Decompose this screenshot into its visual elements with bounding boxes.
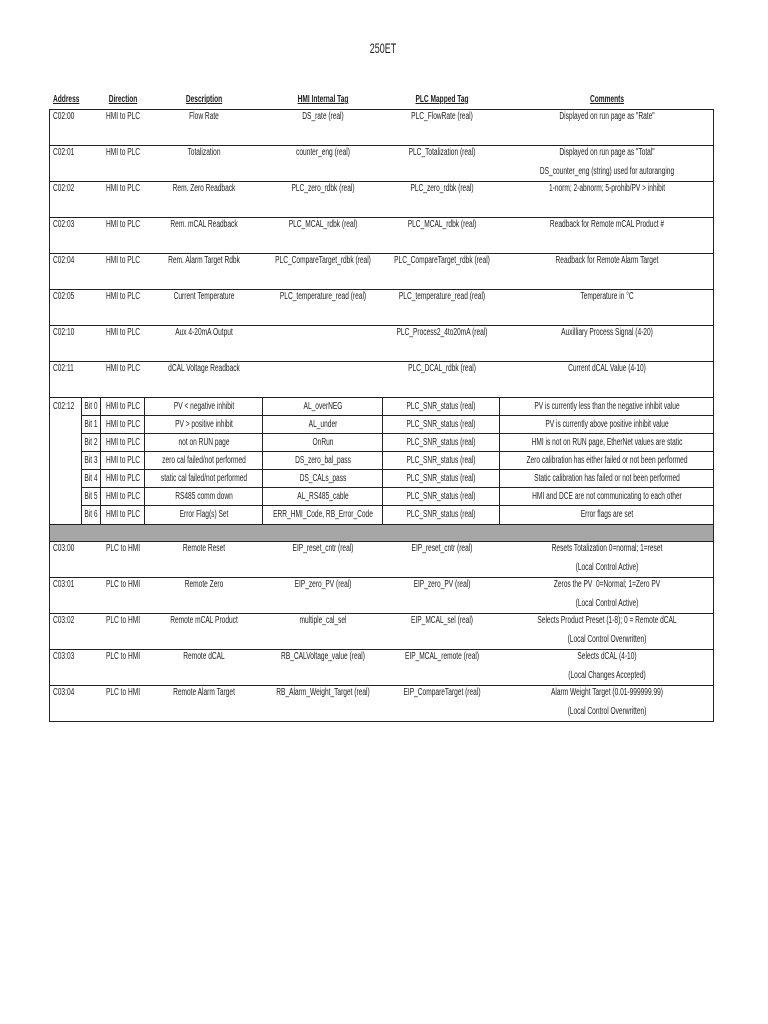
direction-text: HMI to PLC bbox=[105, 147, 140, 158]
description-text: Remote Reset bbox=[182, 543, 226, 554]
plc-tag-cell bbox=[383, 614, 500, 649]
plc-tag-cell bbox=[383, 686, 500, 721]
description-cell bbox=[145, 578, 263, 613]
description-text: zero cal failed/not performed bbox=[161, 455, 246, 466]
address-text: C02:00 bbox=[53, 111, 75, 122]
address-text: C02:02 bbox=[53, 183, 75, 194]
description-text: dCAL Voltage Readback bbox=[168, 363, 240, 374]
comments-cell bbox=[500, 254, 713, 289]
hmi-tag-cell bbox=[263, 686, 383, 721]
bit-cell bbox=[82, 398, 101, 415]
direction-cell bbox=[100, 326, 145, 361]
direction-cell bbox=[100, 182, 145, 217]
comments-cell bbox=[500, 578, 713, 613]
hmi-tag-cell bbox=[263, 182, 383, 217]
comment-line: (Local Control Overwritten) bbox=[567, 634, 646, 645]
table-row bbox=[50, 326, 713, 362]
bit-row bbox=[82, 506, 713, 524]
table-row bbox=[50, 614, 713, 650]
header-direction-text: Direction bbox=[108, 94, 137, 105]
comments-cell bbox=[500, 182, 713, 217]
hmi-tag-text: AL_RS485_cable bbox=[296, 491, 349, 502]
address-cell bbox=[50, 362, 100, 397]
address-cell bbox=[50, 650, 100, 685]
address-cell bbox=[50, 398, 81, 524]
direction-cell bbox=[100, 254, 145, 289]
direction-cell bbox=[101, 416, 145, 433]
hmi-tag-cell bbox=[263, 614, 383, 649]
comments-cell bbox=[500, 326, 713, 361]
plc-tag-text: EIP_MCAL_remote (real) bbox=[404, 651, 479, 662]
hmi-tag-cell bbox=[263, 452, 383, 469]
hmi-tag-text: counter_eng (real) bbox=[296, 147, 350, 158]
bit-table bbox=[81, 398, 713, 524]
plc-tag-cell bbox=[383, 506, 500, 524]
hmi-tag-cell bbox=[263, 218, 383, 253]
description-cell bbox=[145, 650, 263, 685]
comments-cell bbox=[500, 110, 713, 145]
bit-row bbox=[82, 488, 713, 506]
direction-text: HMI to PLC bbox=[105, 219, 140, 230]
comment-line: 1-norm; 2-abnorm; 5-prohib/PV > inhibit bbox=[548, 183, 665, 194]
comments-text: Zero calibration has either failed or not been performed bbox=[525, 455, 688, 466]
direction-cell bbox=[100, 218, 145, 253]
bit-text: Bit 1 bbox=[84, 419, 98, 430]
direction-cell bbox=[100, 110, 145, 145]
hmi-tag-cell bbox=[263, 434, 383, 451]
plc-tag-text: PLC_SNR_status (real) bbox=[406, 509, 476, 520]
address-cell bbox=[50, 578, 100, 613]
comments-cell bbox=[500, 416, 713, 433]
comments-text: PV is currently above positive inhibit value bbox=[544, 419, 669, 430]
hmi-tag-text: DS_CALs_pass bbox=[299, 473, 346, 484]
description-cell bbox=[145, 488, 263, 505]
header-direction bbox=[100, 92, 145, 108]
table-row bbox=[50, 290, 713, 326]
plc-tag-cell bbox=[383, 542, 500, 577]
comments-cell bbox=[500, 146, 713, 181]
table-row bbox=[50, 578, 713, 614]
header-comments-text: Comments bbox=[589, 94, 624, 105]
plc-tag-cell bbox=[383, 182, 500, 217]
comments-text: Static calibration has failed or not been performed bbox=[533, 473, 680, 484]
plc-tag-text: PLC_FlowRate (real) bbox=[410, 111, 473, 122]
address-cell bbox=[50, 110, 100, 145]
address-cell bbox=[50, 326, 100, 361]
hmi-tag-text: RB_Alarm_Weight_Target (real) bbox=[276, 687, 370, 698]
comment-line: Selects Product Preset (1-8); 0 = Remote dCAL bbox=[536, 615, 677, 626]
plc-tag-text: PLC_SNR_status (real) bbox=[406, 419, 476, 430]
comment-line: (Local Control Active) bbox=[575, 598, 638, 609]
comments-text: PV is currently less than the negative inhibit value bbox=[533, 401, 680, 412]
address-cell bbox=[50, 254, 100, 289]
direction-cell bbox=[100, 686, 145, 721]
description-cell bbox=[145, 686, 263, 721]
status-word-row bbox=[50, 398, 713, 525]
table-row bbox=[50, 254, 713, 290]
hmi-tag-text: OnRun bbox=[312, 437, 333, 448]
bit-text: Bit 0 bbox=[84, 401, 98, 412]
direction-cell bbox=[101, 434, 145, 451]
description-text: Rem. Alarm Target Rdbk bbox=[168, 255, 240, 266]
description-text: Remote Alarm Target bbox=[173, 687, 235, 698]
bit-text: Bit 6 bbox=[84, 509, 98, 520]
plc-tag-cell bbox=[383, 470, 500, 487]
address-cell bbox=[50, 290, 100, 325]
comments-cell bbox=[500, 614, 713, 649]
description-cell bbox=[145, 218, 263, 253]
plc-tag-cell bbox=[383, 416, 500, 433]
comments-cell bbox=[500, 506, 713, 524]
comments-cell bbox=[500, 362, 713, 397]
hmi-tag-text: PLC_MCAL_rdbk (real) bbox=[288, 219, 358, 230]
header-plc-tag bbox=[383, 92, 500, 108]
address-text: C03:00 bbox=[53, 543, 75, 554]
plc-tag-cell bbox=[383, 398, 500, 415]
hmi-tag-cell bbox=[263, 470, 383, 487]
bit-row bbox=[82, 434, 713, 452]
address-text: C02:05 bbox=[53, 291, 75, 302]
direction-text: HMI to PLC bbox=[105, 363, 140, 374]
hmi-tag-cell bbox=[263, 398, 383, 415]
comment-line: Readback for Remote Alarm Target bbox=[555, 255, 658, 266]
table-row bbox=[50, 686, 713, 722]
comment-line: DS_counter_eng (string) used for autoranging bbox=[539, 166, 674, 177]
bit-row bbox=[82, 470, 713, 488]
bit-text: Bit 2 bbox=[84, 437, 98, 448]
comments-cell bbox=[500, 488, 713, 505]
hmi-tag-text: DS_rate (real) bbox=[302, 111, 344, 122]
description-cell bbox=[145, 398, 263, 415]
description-cell bbox=[145, 362, 263, 397]
address-text: C02:04 bbox=[53, 255, 75, 266]
hmi-tag-cell bbox=[263, 488, 383, 505]
description-text: PV < negative inhibit bbox=[173, 401, 234, 412]
direction-cell bbox=[100, 362, 145, 397]
comments-cell bbox=[500, 686, 713, 721]
hmi-tag-cell bbox=[263, 110, 383, 145]
plc-tag-cell bbox=[383, 254, 500, 289]
plc-tag-text: PLC_CompareTarget_rdbk (real) bbox=[393, 255, 490, 266]
plc-tag-text: EIP_zero_PV (real) bbox=[413, 579, 470, 590]
plc-tag-text: PLC_DCAL_rdbk (real) bbox=[407, 363, 476, 374]
comment-line: Alarm Weight Target (0.01-999999.99) bbox=[550, 687, 663, 698]
plc-tag-cell bbox=[383, 452, 500, 469]
direction-cell bbox=[100, 290, 145, 325]
comment-line: Zeros the PV 0=Normal; 1=Zero PV bbox=[553, 579, 660, 590]
bit-row bbox=[82, 452, 713, 470]
hmi-tag-cell bbox=[263, 650, 383, 685]
description-text: Remote dCAL bbox=[183, 651, 225, 662]
description-text: Rem. mCAL Readback bbox=[170, 219, 238, 230]
header-comments bbox=[500, 92, 713, 108]
plc-tag-text: PLC_temperature_read (real) bbox=[398, 291, 485, 302]
direction-text: HMI to PLC bbox=[105, 327, 140, 338]
plc-tag-text: PLC_SNR_status (real) bbox=[406, 491, 476, 502]
description-cell bbox=[145, 290, 263, 325]
direction-text: HMI to PLC bbox=[105, 491, 140, 502]
hmi-tag-cell bbox=[263, 416, 383, 433]
address-text: C02:03 bbox=[53, 219, 75, 230]
description-cell bbox=[145, 452, 263, 469]
description-text: RS485 comm down bbox=[174, 491, 233, 502]
description-text: Aux 4-20mA Output bbox=[175, 327, 233, 338]
comments-text: Error flags are set bbox=[580, 509, 633, 520]
header-plc-tag-text: PLC Mapped Tag bbox=[414, 94, 469, 105]
description-text: PV > positive inhibit bbox=[174, 419, 233, 430]
address-text: C03:03 bbox=[53, 651, 75, 662]
hmi-tag-text: PLC_zero_rdbk (real) bbox=[291, 183, 355, 194]
hmi-tag-text: PLC_CompareTarget_rdbk (real) bbox=[275, 255, 371, 266]
bit-row bbox=[82, 398, 713, 416]
description-cell bbox=[145, 326, 263, 361]
header-description-text: Description bbox=[185, 94, 223, 105]
plc-tag-text: PLC_SNR_status (real) bbox=[406, 437, 476, 448]
hmi-tag-cell bbox=[263, 326, 383, 361]
direction-text: PLC to HMI bbox=[105, 651, 140, 662]
bit-text: Bit 4 bbox=[84, 473, 98, 484]
direction-cell bbox=[101, 488, 145, 505]
address-text: C03:01 bbox=[53, 579, 75, 590]
document-title-text: 250ET bbox=[369, 40, 397, 56]
address-cell bbox=[50, 218, 100, 253]
description-text: Remote mCAL Product bbox=[170, 615, 238, 626]
plc-tag-text: PLC_Process2_4to20mA (real) bbox=[396, 327, 487, 338]
description-cell bbox=[145, 416, 263, 433]
table-row bbox=[50, 650, 713, 686]
description-cell bbox=[145, 506, 263, 524]
description-cell bbox=[145, 110, 263, 145]
comments-cell bbox=[500, 398, 713, 415]
direction-cell bbox=[101, 398, 145, 415]
address-text: C03:04 bbox=[53, 687, 75, 698]
direction-cell bbox=[100, 542, 145, 577]
bit-cell bbox=[82, 506, 101, 524]
description-cell bbox=[145, 254, 263, 289]
table-row bbox=[50, 218, 713, 254]
hmi-tag-text: EIP_zero_PV (real) bbox=[294, 579, 352, 590]
table-row bbox=[50, 110, 713, 146]
table-row bbox=[50, 362, 713, 398]
direction-text: PLC to HMI bbox=[105, 579, 140, 590]
direction-cell bbox=[101, 452, 145, 469]
direction-cell bbox=[100, 614, 145, 649]
comments-cell bbox=[500, 290, 713, 325]
plc-tag-cell bbox=[383, 146, 500, 181]
plc-tag-cell bbox=[383, 434, 500, 451]
plc-tag-text: PLC_zero_rdbk (real) bbox=[409, 183, 474, 194]
direction-text: HMI to PLC bbox=[105, 473, 140, 484]
plc-tag-cell bbox=[383, 488, 500, 505]
direction-cell bbox=[101, 506, 145, 524]
bit-text: Bit 3 bbox=[84, 455, 98, 466]
comment-line: Auxilliary Process Signal (4-20) bbox=[560, 327, 653, 338]
plc-tag-text: EIP_CompareTarget (real) bbox=[402, 687, 481, 698]
comment-line: Selects dCAL (4-10) bbox=[576, 651, 637, 662]
bit-cell bbox=[82, 488, 101, 505]
address-cell bbox=[50, 182, 100, 217]
description-text: Error Flag(s) Set bbox=[179, 509, 228, 520]
address-text: C02:12 bbox=[53, 401, 75, 412]
hmi-tag-text: ERR_HMI_Code, RB_Error_Code bbox=[272, 509, 373, 520]
description-text: not on RUN page bbox=[177, 437, 230, 448]
hmi-tag-cell bbox=[263, 254, 383, 289]
table-header-row bbox=[50, 92, 713, 108]
plc-tag-cell bbox=[383, 326, 500, 361]
bit-cell bbox=[82, 452, 101, 469]
plc-tag-text: PLC_Totalization (real) bbox=[408, 147, 475, 158]
hmi-tag-text: multiple_cal_sel bbox=[299, 615, 347, 626]
description-text: Totalization bbox=[187, 147, 221, 158]
comment-line: (Local Control Overwritten) bbox=[567, 706, 646, 717]
header-hmi-tag bbox=[263, 92, 383, 108]
comments-cell bbox=[500, 434, 713, 451]
comments-cell bbox=[500, 470, 713, 487]
plc-tag-text: EIP_MCAL_sel (real) bbox=[410, 615, 473, 626]
description-cell bbox=[145, 542, 263, 577]
direction-text: PLC to HMI bbox=[105, 687, 140, 698]
hmi-tag-text: AL_overNEG bbox=[303, 401, 342, 412]
address-text: C03:02 bbox=[53, 615, 75, 626]
comment-line: Readback for Remote mCAL Product # bbox=[549, 219, 664, 230]
description-text: Current Temperature bbox=[173, 291, 235, 302]
direction-text: PLC to HMI bbox=[105, 543, 140, 554]
document-title bbox=[0, 38, 768, 58]
comment-line: Displayed on run page as "Rate" bbox=[558, 111, 655, 122]
direction-text: HMI to PLC bbox=[105, 455, 140, 466]
comments-cell bbox=[500, 650, 713, 685]
hmi-tag-text: AL_under bbox=[308, 419, 337, 430]
header-hmi-tag-text: HMI Internal Tag bbox=[297, 94, 349, 105]
description-cell bbox=[145, 614, 263, 649]
table-row bbox=[50, 182, 713, 218]
direction-text: HMI to PLC bbox=[105, 183, 140, 194]
plc-tag-cell bbox=[383, 362, 500, 397]
plc-tag-text: PLC_SNR_status (real) bbox=[406, 401, 476, 412]
direction-cell bbox=[100, 146, 145, 181]
direction-text: HMI to PLC bbox=[105, 401, 140, 412]
hmi-tag-cell bbox=[263, 542, 383, 577]
plc-tag-text: PLC_SNR_status (real) bbox=[406, 473, 476, 484]
hmi-tag-text: EIP_reset_cntr (real) bbox=[292, 543, 354, 554]
direction-text: PLC to HMI bbox=[105, 615, 140, 626]
address-cell bbox=[50, 146, 100, 181]
description-cell bbox=[145, 182, 263, 217]
comment-line: Resets Totalization 0=normal; 1=reset bbox=[551, 543, 662, 554]
hmi-tag-cell bbox=[263, 146, 383, 181]
header-description bbox=[145, 92, 263, 108]
comments-text: HMI is not on RUN page, EtherNet values are static bbox=[531, 437, 682, 448]
direction-text: HMI to PLC bbox=[105, 437, 140, 448]
bit-text: Bit 5 bbox=[84, 491, 98, 502]
hmi-tag-text: RB_CALVoltage_value (real) bbox=[281, 651, 365, 662]
hmi-tag-cell bbox=[263, 578, 383, 613]
bit-row bbox=[82, 416, 713, 434]
address-cell bbox=[50, 686, 100, 721]
direction-text: HMI to PLC bbox=[105, 111, 140, 122]
plc-tag-cell bbox=[383, 290, 500, 325]
table-row bbox=[50, 146, 713, 182]
description-text: Remote Zero bbox=[184, 579, 224, 590]
comments-text: HMI and DCE are not communicating to each other bbox=[531, 491, 682, 502]
comments-cell bbox=[500, 542, 713, 577]
plc-tag-cell bbox=[383, 218, 500, 253]
bit-cell bbox=[82, 416, 101, 433]
comment-line: Current dCAL Value (4-10) bbox=[567, 363, 646, 374]
hmi-tag-cell bbox=[263, 362, 383, 397]
direction-cell bbox=[100, 578, 145, 613]
bit-cell bbox=[82, 434, 101, 451]
direction-text: HMI to PLC bbox=[105, 509, 140, 520]
comment-line: Displayed on run page as "Total" bbox=[558, 147, 655, 158]
address-text: C02:11 bbox=[53, 363, 74, 374]
plc-tag-cell bbox=[383, 110, 500, 145]
description-text: Rem. Zero Readback bbox=[172, 183, 236, 194]
hmi-tag-text: DS_zero_bal_pass bbox=[294, 455, 351, 466]
description-cell bbox=[145, 146, 263, 181]
table-row bbox=[50, 542, 713, 578]
address-text: C02:10 bbox=[53, 327, 75, 338]
plc-tag-text: EIP_reset_cntr (real) bbox=[411, 543, 472, 554]
description-text: Flow Rate bbox=[189, 111, 219, 122]
plc-tag-text: PLC_SNR_status (real) bbox=[406, 455, 476, 466]
address-cell bbox=[50, 614, 100, 649]
description-text: static cal failed/not performed bbox=[160, 473, 247, 484]
comment-line: Temperature in °C bbox=[579, 291, 634, 302]
tag-map-table bbox=[49, 109, 714, 722]
direction-text: HMI to PLC bbox=[105, 255, 140, 266]
description-cell bbox=[145, 470, 263, 487]
plc-tag-text: PLC_MCAL_rdbk (real) bbox=[407, 219, 476, 230]
hmi-tag-cell bbox=[263, 506, 383, 524]
direction-cell bbox=[100, 650, 145, 685]
description-cell bbox=[145, 434, 263, 451]
header-address-text: Address bbox=[53, 94, 80, 105]
direction-text: HMI to PLC bbox=[105, 419, 140, 430]
address-text: C02:01 bbox=[53, 147, 75, 158]
header-address bbox=[50, 92, 100, 108]
comment-line: (Local Control Active) bbox=[575, 562, 638, 573]
plc-tag-cell bbox=[383, 578, 500, 613]
plc-tag-cell bbox=[383, 650, 500, 685]
hmi-tag-text: PLC_temperature_read (real) bbox=[279, 291, 367, 302]
direction-cell bbox=[101, 470, 145, 487]
direction-text: HMI to PLC bbox=[105, 291, 140, 302]
hmi-tag-cell bbox=[263, 290, 383, 325]
comment-line: (Local Changes Accepted) bbox=[567, 670, 646, 681]
bit-cell bbox=[82, 470, 101, 487]
address-cell bbox=[50, 542, 100, 577]
comments-cell bbox=[500, 218, 713, 253]
comments-cell bbox=[500, 452, 713, 469]
